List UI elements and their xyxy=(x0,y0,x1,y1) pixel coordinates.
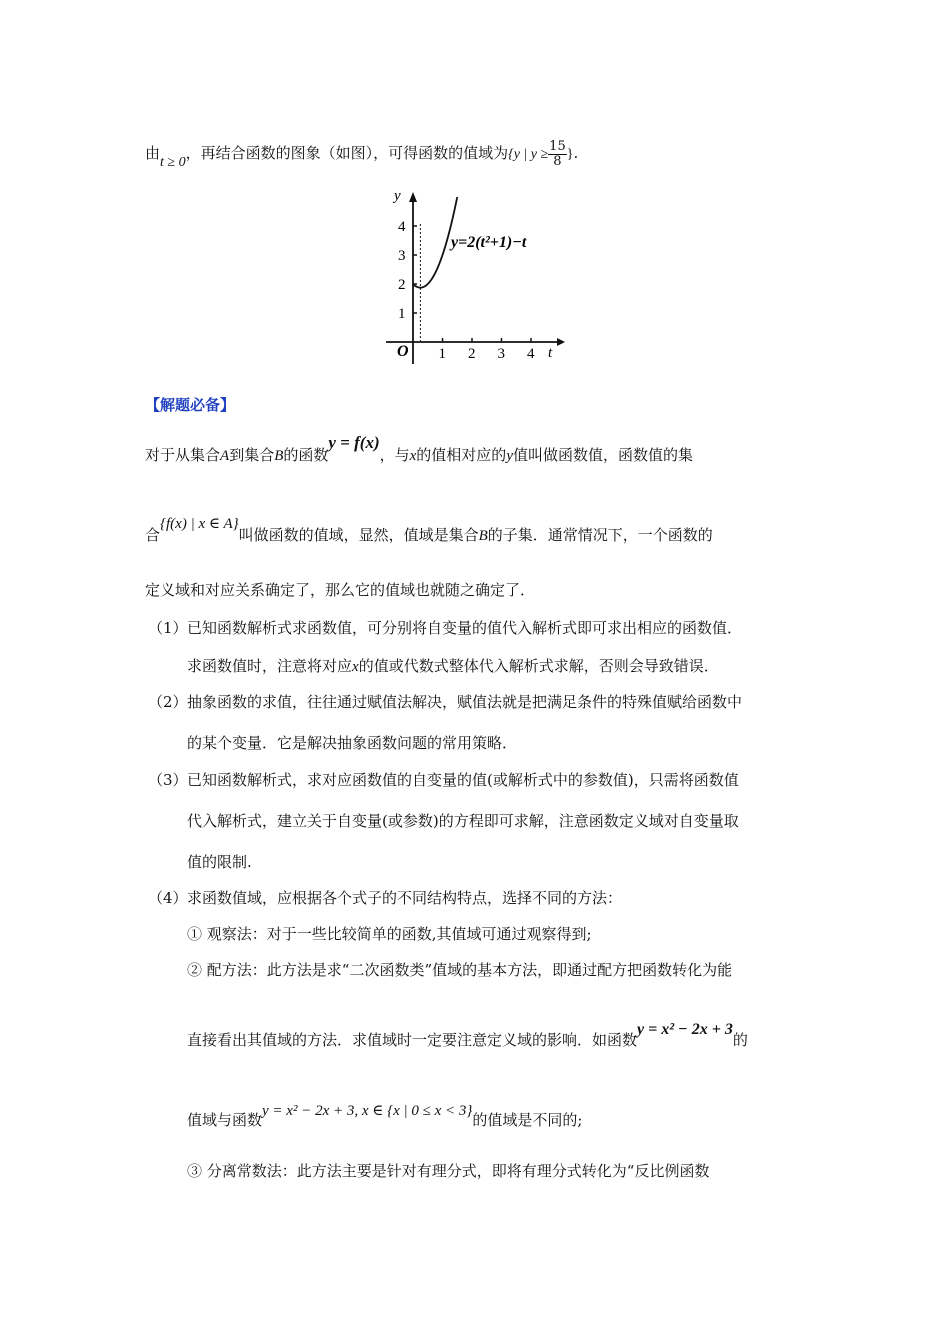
item-3-line-2: 代入解析式，建立关于自变量(或参数)的方程即可求解，注意函数定义域对自变量取 xyxy=(187,812,739,830)
text-span: 的值相对应的 xyxy=(416,446,507,464)
t-axis-arrow xyxy=(557,338,565,346)
intro-prefix: 由 xyxy=(145,144,161,163)
item-4-sub-2-line-3 xyxy=(187,1103,583,1129)
set-a-symbol: A xyxy=(220,448,230,464)
restricted-quadratic-formula: y = x² − 2x + 3, x ∈ {x | 0 ≤ x < 3} xyxy=(262,1103,473,1119)
range-set-open: {y | y ≥ xyxy=(508,147,549,163)
text-span: 求函数值时，注意将对应 xyxy=(187,657,353,675)
text-span: 的函数 xyxy=(283,446,329,464)
fraction-denominator: 8 xyxy=(553,153,562,169)
item-1-line-2 xyxy=(187,659,719,675)
set-b-symbol: B xyxy=(478,528,488,544)
text-span: 对于从集合 xyxy=(145,446,221,464)
y-tick-label: 1 xyxy=(398,306,406,322)
intro-line xyxy=(145,139,579,171)
x-tick-label: 4 xyxy=(527,346,535,362)
paragraph-line-3: 定义域和对应关系确定了，那么它的值域也就随之确定了． xyxy=(145,581,536,599)
x-tick-label: 3 xyxy=(497,346,505,362)
condition-formula: t ≥ 0 xyxy=(160,155,186,171)
item-3-line-3: 值的限制. xyxy=(187,853,252,871)
section-heading: 【解题必备】 xyxy=(145,396,236,414)
text-span: 直接看出其值域的方法．求值域时一定要注意定义域的影响．如函数 xyxy=(187,1031,638,1049)
curve-label: y=2(t²+1)−t xyxy=(451,234,527,251)
item-2-number: （2） xyxy=(148,693,188,711)
item-4-number: （4） xyxy=(148,889,188,907)
y-tick-label: 3 xyxy=(398,248,406,264)
intro-end: . xyxy=(573,144,579,163)
text-span: 的值域是不同的; xyxy=(472,1111,583,1129)
text-span: 叫做函数的值域，显然，值域是集合 xyxy=(238,526,479,544)
item-4-line-1: 求函数值域，应根据各个式子的不同结构特点，选择不同的方法： xyxy=(187,889,623,907)
paragraph-line-2 xyxy=(145,516,713,544)
chart-marks xyxy=(413,197,457,342)
x-tick-label: 2 xyxy=(468,346,476,362)
y-tick-label: 2 xyxy=(398,277,406,293)
t-axis-label: t xyxy=(548,345,553,361)
set-b-symbol: B xyxy=(274,448,284,464)
text-span: 的值或代数式整体代入解析式求解，否则会导致错误． xyxy=(358,657,719,675)
intro-middle: ，再结合函数的图象（如图），可得函数的值域为 xyxy=(185,144,509,163)
item-3-line-1: 已知函数解析式，求对应函数值的自变量的值(或解析式中的参数值)，只需将函数值 xyxy=(187,771,739,789)
text-span: 值叫做函数值，函数值的集 xyxy=(512,446,693,464)
text-span: 值域与函数 xyxy=(187,1111,263,1129)
item-4-sub-2-line-2 xyxy=(187,1021,748,1049)
text-span: 到集合 xyxy=(229,446,275,464)
text-span: ，与 xyxy=(379,446,410,464)
axes xyxy=(386,192,565,364)
item-4-sub-3: ③ 分离常数法：此方法主要是针对有理分式，即将有理分式转化为“反比例函数 xyxy=(187,1162,710,1180)
function-graph xyxy=(380,186,565,371)
item-1-number: （1） xyxy=(148,619,188,637)
y-axis-label: y xyxy=(394,188,401,204)
item-4-sub-2: ② 配方法：此方法是求“二次函数类”值域的基本方法，即通过配方把函数转化为能 xyxy=(187,961,733,979)
quadratic-formula: y = x² − 2x + 3 xyxy=(637,1021,733,1038)
fraction-numerator: 15 xyxy=(549,139,566,154)
function-formula: y = f(x) xyxy=(328,433,380,452)
y-tick-label: 4 xyxy=(398,219,406,235)
value-set-formula: {f(x) | x ∈ A} xyxy=(160,516,239,532)
range-fraction xyxy=(548,140,567,168)
x-symbol: x xyxy=(352,659,359,675)
item-4-sub-1: ① 观察法：对于一些比较简单的函数,其值域可通过观察得到; xyxy=(187,925,592,943)
text-span: 合 xyxy=(145,526,161,544)
y-axis-arrow xyxy=(409,192,417,202)
item-2-line-2: 的某个变量．它是解决抽象函数问题的常用策略． xyxy=(187,734,518,752)
y-symbol: y xyxy=(506,448,513,464)
item-2-line-1: 抽象函数的求值，往往通过赋值法解决，赋值法就是把满足条件的特殊值赋给函数中 xyxy=(187,693,743,711)
text-span: 的子集．通常情况下，一个函数的 xyxy=(487,526,713,544)
x-symbol: x xyxy=(409,448,417,464)
range-set-close: } xyxy=(566,147,574,163)
text-span: 的 xyxy=(732,1031,748,1049)
origin-label: O xyxy=(397,343,409,360)
x-tick-label: 1 xyxy=(438,346,446,362)
item-3-number: （3） xyxy=(148,771,188,789)
paragraph-line-1 xyxy=(145,433,693,464)
item-1-line-1: 已知函数解析式求函数值，可分别将自变量的值代入解析式即可求出相应的函数值． xyxy=(187,619,743,637)
